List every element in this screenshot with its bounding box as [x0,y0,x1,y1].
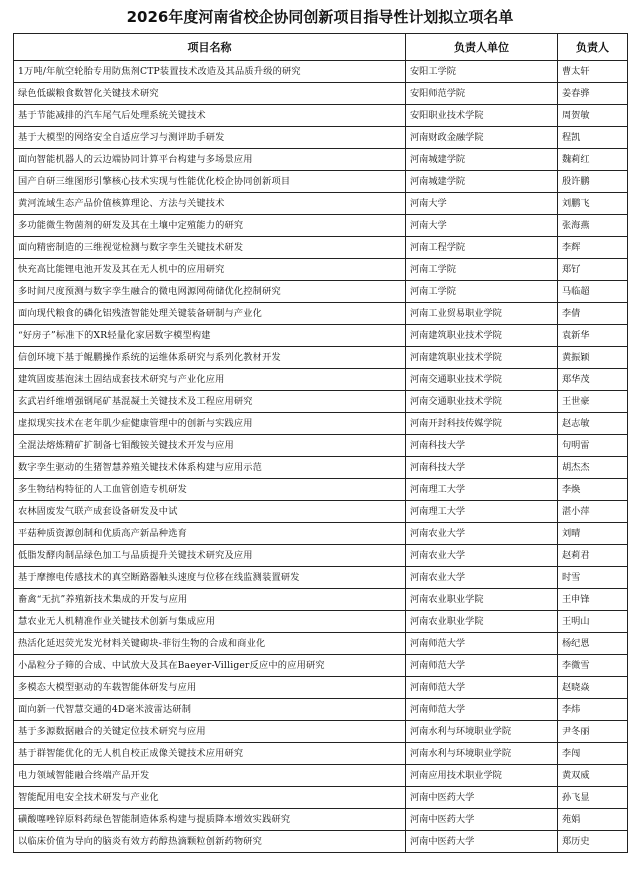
person-cell: 程凯 [558,127,628,149]
project-name-cell: 全混法熔炼精矿扩制备七钼酸铵关键技术开发与应用 [14,435,406,457]
table-row [14,765,628,787]
project-name-cell: 磺酸噻唑锌原料药绿色智能制造体系构建与提质降本增效实践研究 [14,809,406,831]
project-name-cell: 多模态大模型驱动的车载智能体研发与应用 [14,677,406,699]
project-name-cell: 面向精密制造的三维视觉检测与数字孪生关键技术研发 [14,237,406,259]
project-name-cell: 绿色低碳粮食数智化关键技术研究 [14,83,406,105]
table-row [14,171,628,193]
table-row [14,105,628,127]
header-unit: 负责人单位 [406,34,558,61]
table-row [14,523,628,545]
unit-cell: 河南农业大学 [406,567,558,589]
person-cell: 王明山 [558,611,628,633]
table-row [14,435,628,457]
unit-cell: 河南工学院 [406,281,558,303]
person-cell: 殷许鹏 [558,171,628,193]
person-cell: 黄双威 [558,765,628,787]
person-cell: 李闯 [558,743,628,765]
project-name-cell: 热活化延迟荧光发光材料关键砌块-菲衍生物的合成和商业化 [14,633,406,655]
person-cell: 黄振颖 [558,347,628,369]
project-name-cell: 黄河流域生态产品价值核算理论、方法与关键技术 [14,193,406,215]
table-row [14,787,628,809]
person-cell: 郑历史 [558,831,628,853]
project-name-cell: 1万吨/年航空轮胎专用防焦剂CTP装置技术改造及其品质升级的研究 [14,61,406,83]
unit-cell: 河南交通职业技术学院 [406,391,558,413]
project-name-cell: 面向现代粮食的磷化铝残渣智能处理关键装备研制与产业化 [14,303,406,325]
unit-cell: 河南交通职业技术学院 [406,369,558,391]
project-name-cell: 基于节能减排的汽车尾气后处理系统关键技术 [14,105,406,127]
table-row [14,303,628,325]
unit-cell: 河南大学 [406,215,558,237]
person-cell: 赵志敏 [558,413,628,435]
table-row [14,479,628,501]
person-cell: 赵莉君 [558,545,628,567]
person-cell: 刘鹏飞 [558,193,628,215]
unit-cell: 河南财政金融学院 [406,127,558,149]
project-name-cell: 面向新一代智慧交通的4D毫米波雷达研制 [14,699,406,721]
table-header-row [14,34,628,61]
table-row [14,611,628,633]
person-cell: 孙飞显 [558,787,628,809]
project-name-cell: 数字孪生驱动的生猪智慧养殖关键技术体系构建与应用示范 [14,457,406,479]
table-row [14,149,628,171]
unit-cell: 河南师范大学 [406,633,558,655]
unit-cell: 河南工学院 [406,259,558,281]
project-name-cell: 以临床价值为导向的脑炎有效方药醇热滴颗粒创新药物研究 [14,831,406,853]
table-row [14,567,628,589]
table-row [14,721,628,743]
project-name-cell: 电力领域智能融合终端产品开发 [14,765,406,787]
unit-cell: 河南农业大学 [406,545,558,567]
person-cell: 郑钌 [558,259,628,281]
table-row [14,633,628,655]
unit-cell: 河南科技大学 [406,435,558,457]
person-cell: 李焕 [558,479,628,501]
project-name-cell: 面向智能机器人的云边端协同计算平台构建与多场景应用 [14,149,406,171]
unit-cell: 河南师范大学 [406,655,558,677]
unit-cell: 安阳职业技术学院 [406,105,558,127]
project-name-cell: 基于群智能优化的无人机自校正成像关键技术应用研究 [14,743,406,765]
project-list-table [13,33,628,853]
table-row [14,809,628,831]
project-name-cell: 小晶粒分子筛的合成、中试放大及其在Baeyer-Villiger反应中的应用研究 [14,655,406,677]
project-name-cell: 建筑固废基泡沫土固结成套技术研究与产业化应用 [14,369,406,391]
unit-cell: 河南师范大学 [406,699,558,721]
table-row [14,545,628,567]
unit-cell: 河南应用技术职业学院 [406,765,558,787]
unit-cell: 河南水利与环境职业学院 [406,743,558,765]
table-row [14,61,628,83]
unit-cell: 河南中医药大学 [406,787,558,809]
unit-cell: 河南建筑职业技术学院 [406,347,558,369]
project-name-cell: 基于大模型的网络安全自适应学习与测评助手研发 [14,127,406,149]
project-name-cell: 多功能微生物菌剂的研发及其在土壤中定殖能力的研究 [14,215,406,237]
unit-cell: 安阳工学院 [406,61,558,83]
project-name-cell: 畜禽“无抗”养殖新技术集成的开发与应用 [14,589,406,611]
unit-cell: 河南师范大学 [406,677,558,699]
person-cell: 姜春骅 [558,83,628,105]
table-row [14,83,628,105]
table-row [14,413,628,435]
project-name-cell: 基于摩擦电传感技术的真空断路器触头速度与位移在线监测装置研发 [14,567,406,589]
person-cell: 苑娟 [558,809,628,831]
person-cell: 湛小萍 [558,501,628,523]
table-row [14,325,628,347]
table-row [14,743,628,765]
header-project-name: 项目名称 [14,34,406,61]
unit-cell: 河南大学 [406,193,558,215]
project-name-cell: 农林固废发气联产成套设备研发及中试 [14,501,406,523]
unit-cell: 安阳师范学院 [406,83,558,105]
table-row [14,589,628,611]
person-cell: 李微雪 [558,655,628,677]
project-name-cell: 平菇种质资源创制和优质高产新品种选育 [14,523,406,545]
person-cell: 周贺敏 [558,105,628,127]
unit-cell: 河南城建学院 [406,171,558,193]
person-cell: 曹太轩 [558,61,628,83]
project-name-cell: 慧农业无人机精准作业关键技术创新与集成应用 [14,611,406,633]
unit-cell: 河南中医药大学 [406,809,558,831]
table-row [14,677,628,699]
unit-cell: 河南水利与环境职业学院 [406,721,558,743]
table-row [14,501,628,523]
person-cell: 魏莉红 [558,149,628,171]
table-row [14,831,628,853]
header-person: 负责人 [558,34,628,61]
project-name-cell: 玄武岩纤维增强钢尾矿基混凝土关键技术及工程应用研究 [14,391,406,413]
unit-cell: 河南农业职业学院 [406,611,558,633]
person-cell: 李辉 [558,237,628,259]
table-row [14,655,628,677]
unit-cell: 河南农业职业学院 [406,589,558,611]
table-row [14,699,628,721]
table-row [14,281,628,303]
unit-cell: 河南开封科技传媒学院 [406,413,558,435]
unit-cell: 河南城建学院 [406,149,558,171]
project-name-cell: 快充高比能锂电池开发及其在无人机中的应用研究 [14,259,406,281]
person-cell: 刘晴 [558,523,628,545]
person-cell: 杨纪恩 [558,633,628,655]
person-cell: 尹冬丽 [558,721,628,743]
project-name-cell: 多生物结构特征的人工血管创造专机研发 [14,479,406,501]
table-row [14,347,628,369]
table-row [14,259,628,281]
person-cell: 赵晓焱 [558,677,628,699]
unit-cell: 河南理工大学 [406,501,558,523]
person-cell: 郑华茂 [558,369,628,391]
person-cell: 袁新华 [558,325,628,347]
unit-cell: 河南理工大学 [406,479,558,501]
table-row [14,193,628,215]
table-row [14,215,628,237]
table-row [14,237,628,259]
project-name-cell: 国产自研三维图形引擎核心技术实现与性能优化校企协同创新项目 [14,171,406,193]
project-name-cell: 低脂发酵肉制品绿色加工与品质提升关键技术研究及应用 [14,545,406,567]
unit-cell: 河南工程学院 [406,237,558,259]
document-title: 2026年度河南省校企协同创新项目指导性计划拟立项名单 [126,8,514,26]
project-name-cell: 基于多源数据融合的关键定位技术研究与应用 [14,721,406,743]
person-cell: 王世豪 [558,391,628,413]
project-name-cell: 智能配用电安全技术研发与产业化 [14,787,406,809]
unit-cell: 河南建筑职业技术学院 [406,325,558,347]
table-row [14,127,628,149]
unit-cell: 河南工业贸易职业学院 [406,303,558,325]
person-cell: 王申锋 [558,589,628,611]
unit-cell: 河南中医药大学 [406,831,558,853]
table-row [14,369,628,391]
unit-cell: 河南科技大学 [406,457,558,479]
person-cell: 时雪 [558,567,628,589]
table-row [14,457,628,479]
project-name-cell: 信创环境下基于鲲鹏操作系统的运维体系研究与系列化教材开发 [14,347,406,369]
person-cell: 张海燕 [558,215,628,237]
project-name-cell: 多时间尺度预测与数字孪生融合的微电网源网荷储优化控制研究 [14,281,406,303]
person-cell: 马临超 [558,281,628,303]
person-cell: 李倩 [558,303,628,325]
person-cell: 句明雷 [558,435,628,457]
project-name-cell: “好房子”标准下的XR轻量化家居数字模型构建 [14,325,406,347]
unit-cell: 河南农业大学 [406,523,558,545]
project-name-cell: 虚拟现实技术在老年肌少症健康管理中的创新与实践应用 [14,413,406,435]
table-row [14,391,628,413]
person-cell: 胡杰杰 [558,457,628,479]
person-cell: 李炜 [558,699,628,721]
